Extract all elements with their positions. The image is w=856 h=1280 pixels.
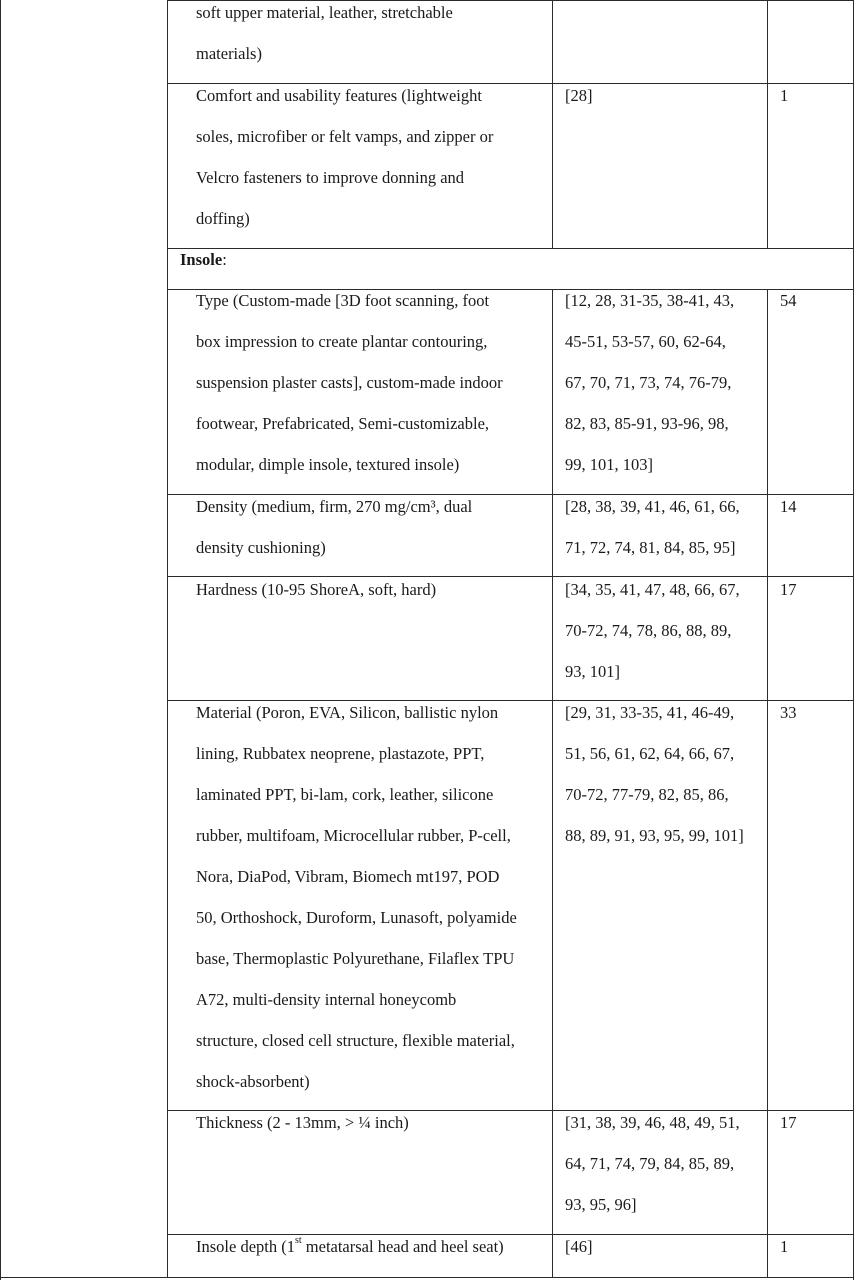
row-description: Thickness (2 - 13mm, > ¼ inch) bbox=[196, 1113, 409, 1132]
row-references: 51, 56, 61, 62, 64, 66, 67, bbox=[565, 744, 735, 763]
row-references: 93, 95, 96] bbox=[565, 1195, 637, 1214]
row-count: 1 bbox=[780, 1237, 789, 1256]
column-divider-refs bbox=[552, 0, 553, 83]
column-divider-count bbox=[767, 83, 768, 248]
table-border-left bbox=[0, 0, 1, 1280]
row-description: footwear, Prefabricated, Semi-customizable, bbox=[196, 414, 490, 433]
row-description: shock-absorbent) bbox=[196, 1072, 310, 1091]
row-count: 14 bbox=[780, 497, 797, 516]
row-description: density cushioning) bbox=[196, 538, 326, 557]
row-description: 50, Orthoshock, Duroform, Lunasoft, polyamide bbox=[196, 908, 517, 927]
column-divider-refs bbox=[552, 83, 553, 248]
row-references: 82, 83, 85-91, 93-96, 98, bbox=[565, 414, 729, 433]
column-divider-count bbox=[767, 700, 768, 1110]
row-references: 93, 101] bbox=[565, 662, 620, 681]
row-references: 45-51, 53-57, 60, 62-64, bbox=[565, 332, 726, 351]
column-divider-refs bbox=[552, 1234, 553, 1278]
column-divider-refs bbox=[552, 1110, 553, 1234]
row-description: structure, closed cell structure, flexible material, bbox=[196, 1031, 515, 1050]
row-description: soft upper material, leather, stretchable bbox=[196, 3, 453, 22]
column-divider-refs bbox=[552, 576, 553, 700]
row-references: [34, 35, 41, 47, 48, 66, 67, bbox=[565, 580, 740, 599]
row-description: modular, dimple insole, textured insole) bbox=[196, 455, 460, 474]
row-references: [29, 31, 33-35, 41, 46-49, bbox=[565, 703, 735, 722]
row-count: 33 bbox=[780, 703, 797, 722]
ordinal-superscript: st bbox=[294, 1235, 302, 1246]
row-description: box impression to create plantar contouring, bbox=[196, 332, 488, 351]
row-count: 17 bbox=[780, 580, 797, 599]
row-description bbox=[196, 1227, 504, 1268]
column-divider-count bbox=[767, 0, 768, 83]
row-references: 70-72, 74, 78, 86, 88, 89, bbox=[565, 621, 732, 640]
row-description: suspension plaster casts], custom-made indoor bbox=[196, 373, 503, 392]
section-header bbox=[180, 240, 227, 281]
row-description: Type (Custom-made [3D foot scanning, foot bbox=[196, 291, 490, 310]
row-divider bbox=[167, 248, 854, 249]
row-description: Material (Poron, EVA, Silicon, ballistic nylon bbox=[196, 703, 499, 722]
insole-depth-text-rest: metatarsal head and heel seat) bbox=[301, 1237, 504, 1256]
row-description: laminated PPT, bi-lam, cork, leather, silicone bbox=[196, 785, 494, 804]
column-divider-refs bbox=[552, 494, 553, 576]
row-description: rubber, multifoam, Microcellular rubber, P-cell, bbox=[196, 826, 511, 845]
column-divider-count bbox=[767, 1110, 768, 1234]
row-references: 71, 72, 74, 81, 84, 85, 95] bbox=[565, 538, 736, 557]
row-description: Density (medium, firm, 270 mg/cm³, dual bbox=[196, 497, 473, 516]
row-references: [28, 38, 39, 41, 46, 61, 66, bbox=[565, 497, 740, 516]
column-divider-refs bbox=[552, 289, 553, 494]
column-divider-count bbox=[767, 289, 768, 494]
insole-depth-text: Insole depth (1 bbox=[196, 1237, 295, 1256]
row-description: Nora, DiaPod, Vibram, Biomech mt197, POD bbox=[196, 867, 500, 886]
row-references: 67, 70, 71, 73, 74, 76-79, bbox=[565, 373, 732, 392]
column-divider-count bbox=[767, 1234, 768, 1278]
column-divider-count bbox=[767, 494, 768, 576]
row-description: soles, microfiber or felt vamps, and zipper or bbox=[196, 127, 494, 146]
row-references: 88, 89, 91, 93, 95, 99, 101] bbox=[565, 826, 744, 845]
section-label: Insole bbox=[180, 250, 223, 269]
row-references: [31, 38, 39, 46, 48, 49, 51, bbox=[565, 1113, 740, 1132]
column-divider-count bbox=[767, 576, 768, 700]
table-border-bottom bbox=[0, 1277, 854, 1278]
row-references: 70-72, 77-79, 82, 85, 86, bbox=[565, 785, 729, 804]
row-references: 64, 71, 74, 79, 84, 85, 89, bbox=[565, 1154, 735, 1173]
table-border-right bbox=[853, 0, 854, 1280]
section-suffix: : bbox=[222, 250, 227, 269]
row-description: base, Thermoplastic Polyurethane, Filaflex TPU bbox=[196, 949, 515, 968]
row-description: materials) bbox=[196, 44, 262, 63]
row-description: A72, multi-density internal honeycomb bbox=[196, 990, 457, 1009]
row-description: lining, Rubbatex neoprene, plastazote, PPT, bbox=[196, 744, 485, 763]
row-count: 54 bbox=[780, 291, 797, 310]
row-description: Hardness (10-95 ShoreA, soft, hard) bbox=[196, 580, 437, 599]
column-divider-refs bbox=[552, 700, 553, 1110]
column-divider-first bbox=[167, 0, 168, 1278]
row-references: [28] bbox=[565, 86, 593, 105]
row-references: [46] bbox=[565, 1237, 593, 1256]
row-description: doffing) bbox=[196, 209, 250, 228]
row-count: 1 bbox=[780, 86, 789, 105]
row-count: 17 bbox=[780, 1113, 797, 1132]
row-references: 99, 101, 103] bbox=[565, 455, 653, 474]
row-description: Velcro fasteners to improve donning and bbox=[196, 168, 465, 187]
row-description: Comfort and usability features (lightweight bbox=[196, 86, 482, 105]
row-references: [12, 28, 31-35, 38-41, 43, bbox=[565, 291, 735, 310]
